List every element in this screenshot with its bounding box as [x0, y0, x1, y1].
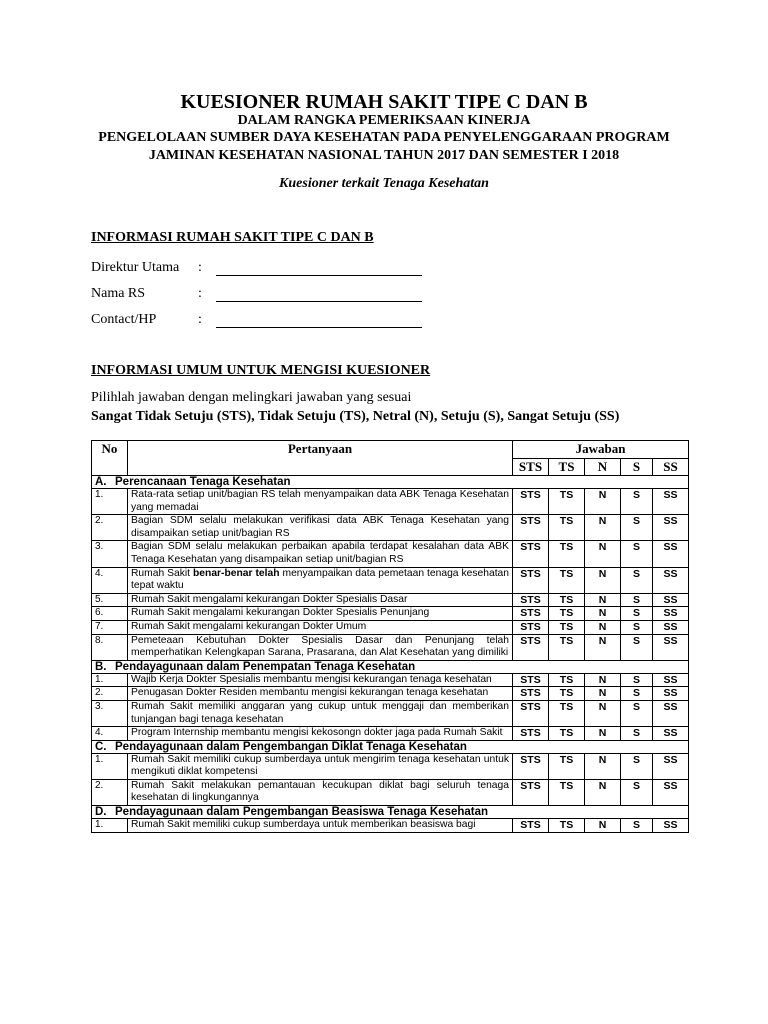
answer-option-ss[interactable]: SS [653, 607, 689, 621]
answer-option-n[interactable]: N [585, 541, 621, 567]
answer-option-ss[interactable]: SS [653, 687, 689, 701]
answer-option-s[interactable]: S [621, 779, 653, 805]
section-letter: D. [95, 806, 107, 819]
answer-option-s[interactable]: S [621, 541, 653, 567]
answer-option-sts[interactable]: STS [513, 687, 549, 701]
question-row [92, 753, 689, 779]
answer-option-ts[interactable]: TS [549, 607, 585, 621]
section-header [92, 806, 689, 819]
question-number: 1. [92, 673, 128, 687]
answer-option-sts[interactable]: STS [513, 700, 549, 726]
answer-option-s[interactable]: S [621, 489, 653, 515]
question-number: 1. [92, 753, 128, 779]
answer-scale-legend: Sangat Tidak Setuju (STS), Tidak Setuju (TS), Netral (N), Setuju (S), Sangat Setuju (SS) [91, 409, 620, 424]
question-text-part: Rumah Sakit [131, 567, 194, 579]
question-row [92, 779, 689, 805]
question-text: Rumah Sakit mengalami kekurangan Dokter Umum [128, 620, 513, 634]
answer-option-sts[interactable]: STS [513, 567, 549, 593]
question-text: Rumah Sakit mengalami kekurangan Dokter Spesialis Penunjang [128, 607, 513, 621]
answer-option-ts[interactable]: TS [549, 541, 585, 567]
field-label: Direktur Utama [91, 260, 180, 275]
column-header-no: No [92, 441, 128, 476]
question-text [128, 567, 513, 593]
question-number: 6. [92, 607, 128, 621]
questionnaire-body [92, 476, 689, 833]
section-header-row [92, 806, 689, 819]
answer-option-ts[interactable]: TS [549, 673, 585, 687]
section-letter: B. [95, 660, 107, 673]
question-row [92, 727, 689, 741]
answer-option-s[interactable]: S [621, 634, 653, 660]
answer-option-s[interactable]: S [621, 700, 653, 726]
question-text: Rumah Sakit memiliki cukup sumberdaya untuk mengirim tenaga kesehatan untuk mengikuti diklat kompetensi [128, 753, 513, 779]
answer-option-n[interactable]: N [585, 673, 621, 687]
field-colon: : [198, 286, 202, 301]
question-number: 3. [92, 541, 128, 567]
answer-option-n[interactable]: N [585, 819, 621, 833]
answer-option-ts[interactable]: TS [549, 700, 585, 726]
section-header [92, 660, 689, 673]
answer-option-sts[interactable]: STS [513, 819, 549, 833]
field-label: Nama RS [91, 286, 146, 301]
answer-option-ss[interactable]: SS [653, 819, 689, 833]
section-header-row [92, 740, 689, 753]
field-label: Contact/HP [91, 312, 157, 327]
answer-option-n[interactable]: N [585, 489, 621, 515]
question-number: 3. [92, 700, 128, 726]
answer-option-n[interactable]: N [585, 753, 621, 779]
answer-option-ts[interactable]: TS [549, 515, 585, 541]
option-header-sts: STS [513, 459, 549, 476]
answer-option-n[interactable]: N [585, 567, 621, 593]
answer-option-ts[interactable]: TS [549, 489, 585, 515]
answer-option-ss[interactable]: SS [653, 620, 689, 634]
answer-option-ts[interactable]: TS [549, 634, 585, 660]
answer-option-sts[interactable]: STS [513, 727, 549, 741]
question-text: Bagian SDM selalu melakukan verifikasi data ABK Tenaga Kesehatan yang disampaikan setiap unit/bagian RS [128, 515, 513, 541]
answer-option-s[interactable]: S [621, 620, 653, 634]
question-number: 7. [92, 620, 128, 634]
section-header-row [92, 476, 689, 489]
document-subtitle-line: JAMINAN KESEHATAN NASIONAL TAHUN 2017 DAN SEMESTER I 2018 [148, 148, 620, 163]
field-colon: : [198, 260, 202, 275]
section-letter: A. [95, 476, 107, 488]
question-row [92, 634, 689, 660]
question-number: 4. [92, 567, 128, 593]
answer-option-sts[interactable]: STS [513, 607, 549, 621]
field-direktur-utama [91, 260, 431, 280]
question-text: Rumah Sakit melakukan pemantauan kecukupan diklat bagi seluruh tenaga kesehatan di lingkungannya [128, 779, 513, 805]
question-text: Pemeteaan Kebutuhan Dokter Spesialis Dasar dan Penunjang telah memperhatikan Kelengkapan Sarana, Prasarana, dan Alat Kesehatan yang dimiliki [128, 634, 513, 660]
question-row [92, 687, 689, 701]
questionnaire-topic: Kuesioner terkait Tenaga Kesehatan [279, 176, 489, 191]
field-contact-hp [91, 312, 431, 332]
answer-option-n[interactable]: N [585, 700, 621, 726]
instruction-text: Pilihlah jawaban dengan melingkari jawaban yang sesuai [91, 390, 412, 405]
option-header-ss: SS [653, 459, 689, 476]
general-info-heading: INFORMASI UMUM UNTUK MENGISI KUESIONER [91, 363, 431, 378]
answer-option-sts[interactable]: STS [513, 634, 549, 660]
answer-option-s[interactable]: S [621, 515, 653, 541]
question-row [92, 593, 689, 607]
answer-option-ss[interactable]: SS [653, 727, 689, 741]
answer-option-n[interactable]: N [585, 779, 621, 805]
answer-option-ts[interactable]: TS [549, 593, 585, 607]
section-title: Pendayagunaan dalam Pengembangan Diklat Tenaga Kesehatan [115, 740, 467, 753]
document-title: KUESIONER RUMAH SAKIT TIPE C DAN B [180, 91, 588, 113]
answer-option-s[interactable]: S [621, 673, 653, 687]
question-text: Penugasan Dokter Residen membantu mengisi kekurangan tenaga kesehatan [128, 687, 513, 701]
fill-in-line[interactable] [216, 275, 422, 276]
answer-option-ss[interactable]: SS [653, 673, 689, 687]
answer-option-n[interactable]: N [585, 727, 621, 741]
answer-option-ts[interactable]: TS [549, 567, 585, 593]
answer-option-sts[interactable]: STS [513, 515, 549, 541]
question-text-part: menyampaikan data pemetaan tenaga kesehatan tepat waktu [131, 567, 510, 592]
question-number: 1. [92, 489, 128, 515]
question-row [92, 700, 689, 726]
answer-option-s[interactable]: S [621, 727, 653, 741]
question-text: Bagian SDM selalu melakukan perbaikan apabila terdapat kesalahan data ABK Tenaga Kesehatan yang disampaikan setiap unit/bagian RS [128, 541, 513, 567]
answer-option-ss[interactable]: SS [653, 489, 689, 515]
answer-option-n[interactable]: N [585, 515, 621, 541]
section-header [92, 476, 689, 489]
answer-option-ss[interactable]: SS [653, 634, 689, 660]
question-text: Rumah Sakit memiliki cukup sumberdaya untuk memberikan beasiswa bagi [128, 819, 513, 833]
section-title: Pendayagunaan dalam Penempatan Tenaga Kesehatan [115, 660, 416, 673]
hospital-info-heading: INFORMASI RUMAH SAKIT TIPE C DAN B [91, 230, 374, 245]
answer-option-sts[interactable]: STS [513, 779, 549, 805]
column-header-answer: Jawaban [513, 441, 689, 459]
question-text-emphasis: benar-benar telah [193, 567, 280, 579]
answer-option-sts[interactable]: STS [513, 673, 549, 687]
question-number: 8. [92, 634, 128, 660]
question-text: Rumah Sakit mengalami kekurangan Dokter Spesialis Dasar [128, 593, 513, 607]
question-text: Wajib Kerja Dokter Spesialis membantu mengisi kekurangan tenaga kesehatan [128, 673, 513, 687]
question-row [92, 673, 689, 687]
question-row [92, 567, 689, 593]
answer-option-sts[interactable]: STS [513, 620, 549, 634]
answer-option-s[interactable]: S [621, 753, 653, 779]
answer-option-sts[interactable]: STS [513, 753, 549, 779]
document-subtitle-line: DALAM RANGKA PEMERIKSAAN KINERJA [237, 113, 531, 128]
question-text: Rumah Sakit memiliki anggaran yang cukup untuk menggaji dan memberikan tunjangan bagi tenaga kesehatan [128, 700, 513, 726]
answer-option-ts[interactable]: TS [549, 819, 585, 833]
question-text: Program Internship membantu mengisi kekosongn dokter jaga pada Rumah Sakit [128, 727, 513, 741]
question-row [92, 541, 689, 567]
question-row [92, 489, 689, 515]
questionnaire-table [91, 440, 689, 833]
answer-option-s[interactable]: S [621, 607, 653, 621]
fill-in-line[interactable] [216, 327, 422, 328]
answer-option-ss[interactable]: SS [653, 700, 689, 726]
section-letter: C. [95, 740, 107, 753]
answer-option-n[interactable]: N [585, 607, 621, 621]
answer-option-sts[interactable]: STS [513, 593, 549, 607]
answer-option-ss[interactable]: SS [653, 541, 689, 567]
question-number: 4. [92, 727, 128, 741]
question-number: 2. [92, 687, 128, 701]
option-header-s: S [621, 459, 653, 476]
field-colon: : [198, 312, 202, 327]
section-title: Pendayagunaan dalam Pengembangan Beasiswa Tenaga Kesehatan [115, 806, 489, 819]
answer-option-s[interactable]: S [621, 687, 653, 701]
section-title: Perencanaan Tenaga Kesehatan [115, 476, 291, 488]
answer-option-n[interactable]: N [585, 634, 621, 660]
answer-option-sts[interactable]: STS [513, 541, 549, 567]
answer-option-ts[interactable]: TS [549, 727, 585, 741]
answer-option-n[interactable]: N [585, 687, 621, 701]
answer-option-ts[interactable]: TS [549, 687, 585, 701]
document-subtitle-line: PENGELOLAAN SUMBER DAYA KESEHATAN PADA PENYELENGGARAAN PROGRAM [98, 130, 670, 145]
field-nama-rs [91, 286, 431, 306]
column-header-question: Pertanyaan [128, 441, 513, 476]
option-header-ts: TS [549, 459, 585, 476]
answer-option-ts[interactable]: TS [549, 620, 585, 634]
question-row [92, 607, 689, 621]
answer-option-s[interactable]: S [621, 819, 653, 833]
answer-option-n[interactable]: N [585, 620, 621, 634]
answer-option-ts[interactable]: TS [549, 779, 585, 805]
section-header [92, 740, 689, 753]
answer-option-ss[interactable]: SS [653, 753, 689, 779]
question-row [92, 515, 689, 541]
answer-option-ts[interactable]: TS [549, 753, 585, 779]
question-number: 1. [92, 819, 128, 833]
question-number: 2. [92, 779, 128, 805]
section-header-row [92, 660, 689, 673]
question-text: Rata-rata setiap unit/bagian RS telah menyampaikan data ABK Tenaga Kesehatan yang memadai [128, 489, 513, 515]
answer-option-sts[interactable]: STS [513, 489, 549, 515]
answer-option-s[interactable]: S [621, 593, 653, 607]
question-number: 2. [92, 515, 128, 541]
option-header-n: N [585, 459, 621, 476]
question-row [92, 620, 689, 634]
answer-option-n[interactable]: N [585, 593, 621, 607]
question-number: 5. [92, 593, 128, 607]
fill-in-line[interactable] [216, 301, 422, 302]
question-row [92, 819, 689, 833]
answer-option-s[interactable]: S [621, 567, 653, 593]
answer-option-ss[interactable]: SS [653, 515, 689, 541]
answer-option-ss[interactable]: SS [653, 567, 689, 593]
answer-option-ss[interactable]: SS [653, 779, 689, 805]
answer-option-ss[interactable]: SS [653, 593, 689, 607]
